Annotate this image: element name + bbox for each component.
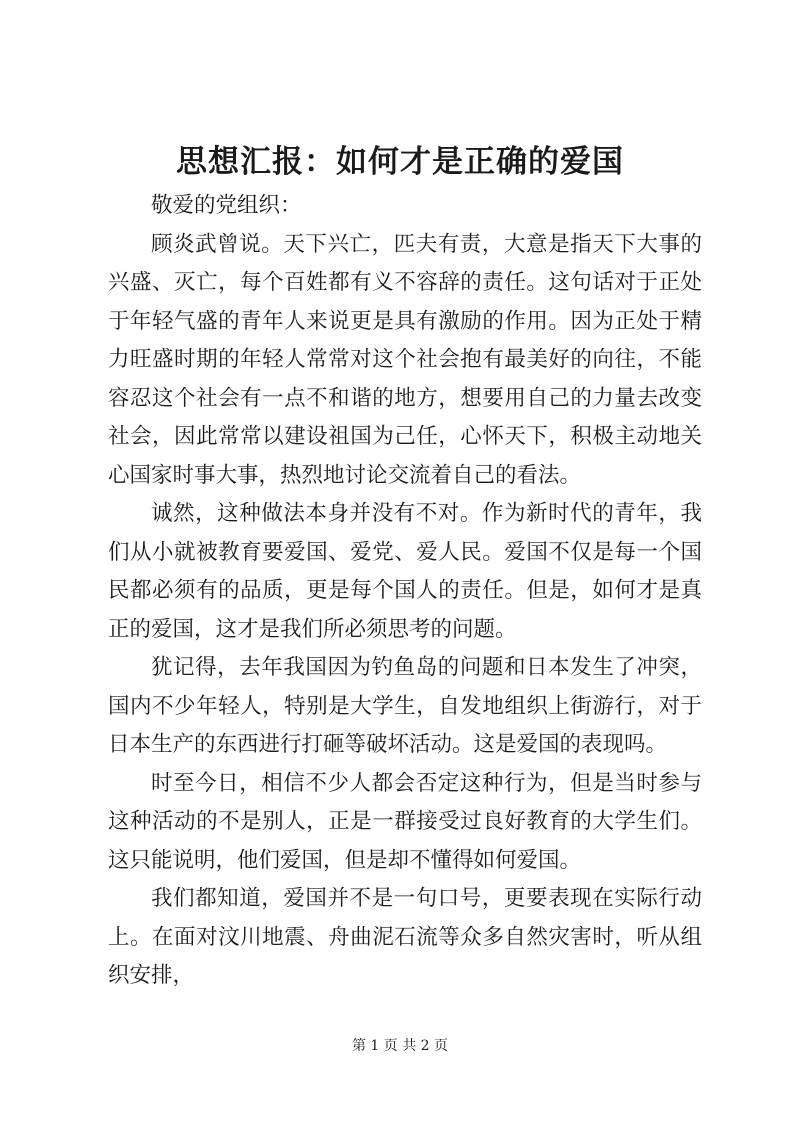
document-body (108, 187, 702, 996)
paragraph-3: 犹记得，去年我国因为钓鱼岛的问题和日本发生了冲突，国内不少年轻人，特别是大学生，自发地组织上街游行，对于日本生产的东西进行打砸等破坏活动。这是爱国的表现吗。 (108, 655, 702, 757)
paragraph-4: 时至今日，相信不少人都会否定这种行为，但是当时参与这种活动的不是别人，正是一群接受过良好教育的大学生们。这只能说明，他们爱国，但是却不懂得如何爱国。 (108, 770, 702, 873)
salutation: 敬爱的党组织： (151, 193, 302, 218)
page-number-footer: 第 1 页 共 2 页 (351, 1038, 449, 1054)
document-title: 思想汇报：如何才是正确的爱国 (176, 144, 624, 180)
paragraph-5: 我们都知道，爱国并不是一句口号，更要表现在实际行动上。在面对汶川地震、舟曲泥石流等众多自然灾害时，听从组织安排， (108, 886, 702, 988)
paragraph-1: 顾炎武曾说。天下兴亡，匹夫有责，大意是指天下大事的兴盛、灭亡，每个百姓都有义不容辞的责任。这句话对于正处于年轻气盛的青年人来说更是具有激励的作用。因为正处于精力旺盛时期的年轻人常常对这个社会抱有最美好的向往，不能容忍这个社会有一点不和谐的地方，想要用自己的力量去改变社会，因此常常以建设祖国为己任，心怀天下，积极主动地关心国家时事大事，热烈地讨论交流着自己的看法。 (108, 231, 702, 488)
paragraph-2: 诚然，这种做法本身并没有不对。作为新时代的青年，我们从小就被教育要爱国、爱党、爱人民。爱国不仅是每一个国民都必须有的品质，更是每个国人的责任。但是，如何才是真正的爱国，这才是我们所必须思考的问题。 (108, 501, 702, 642)
